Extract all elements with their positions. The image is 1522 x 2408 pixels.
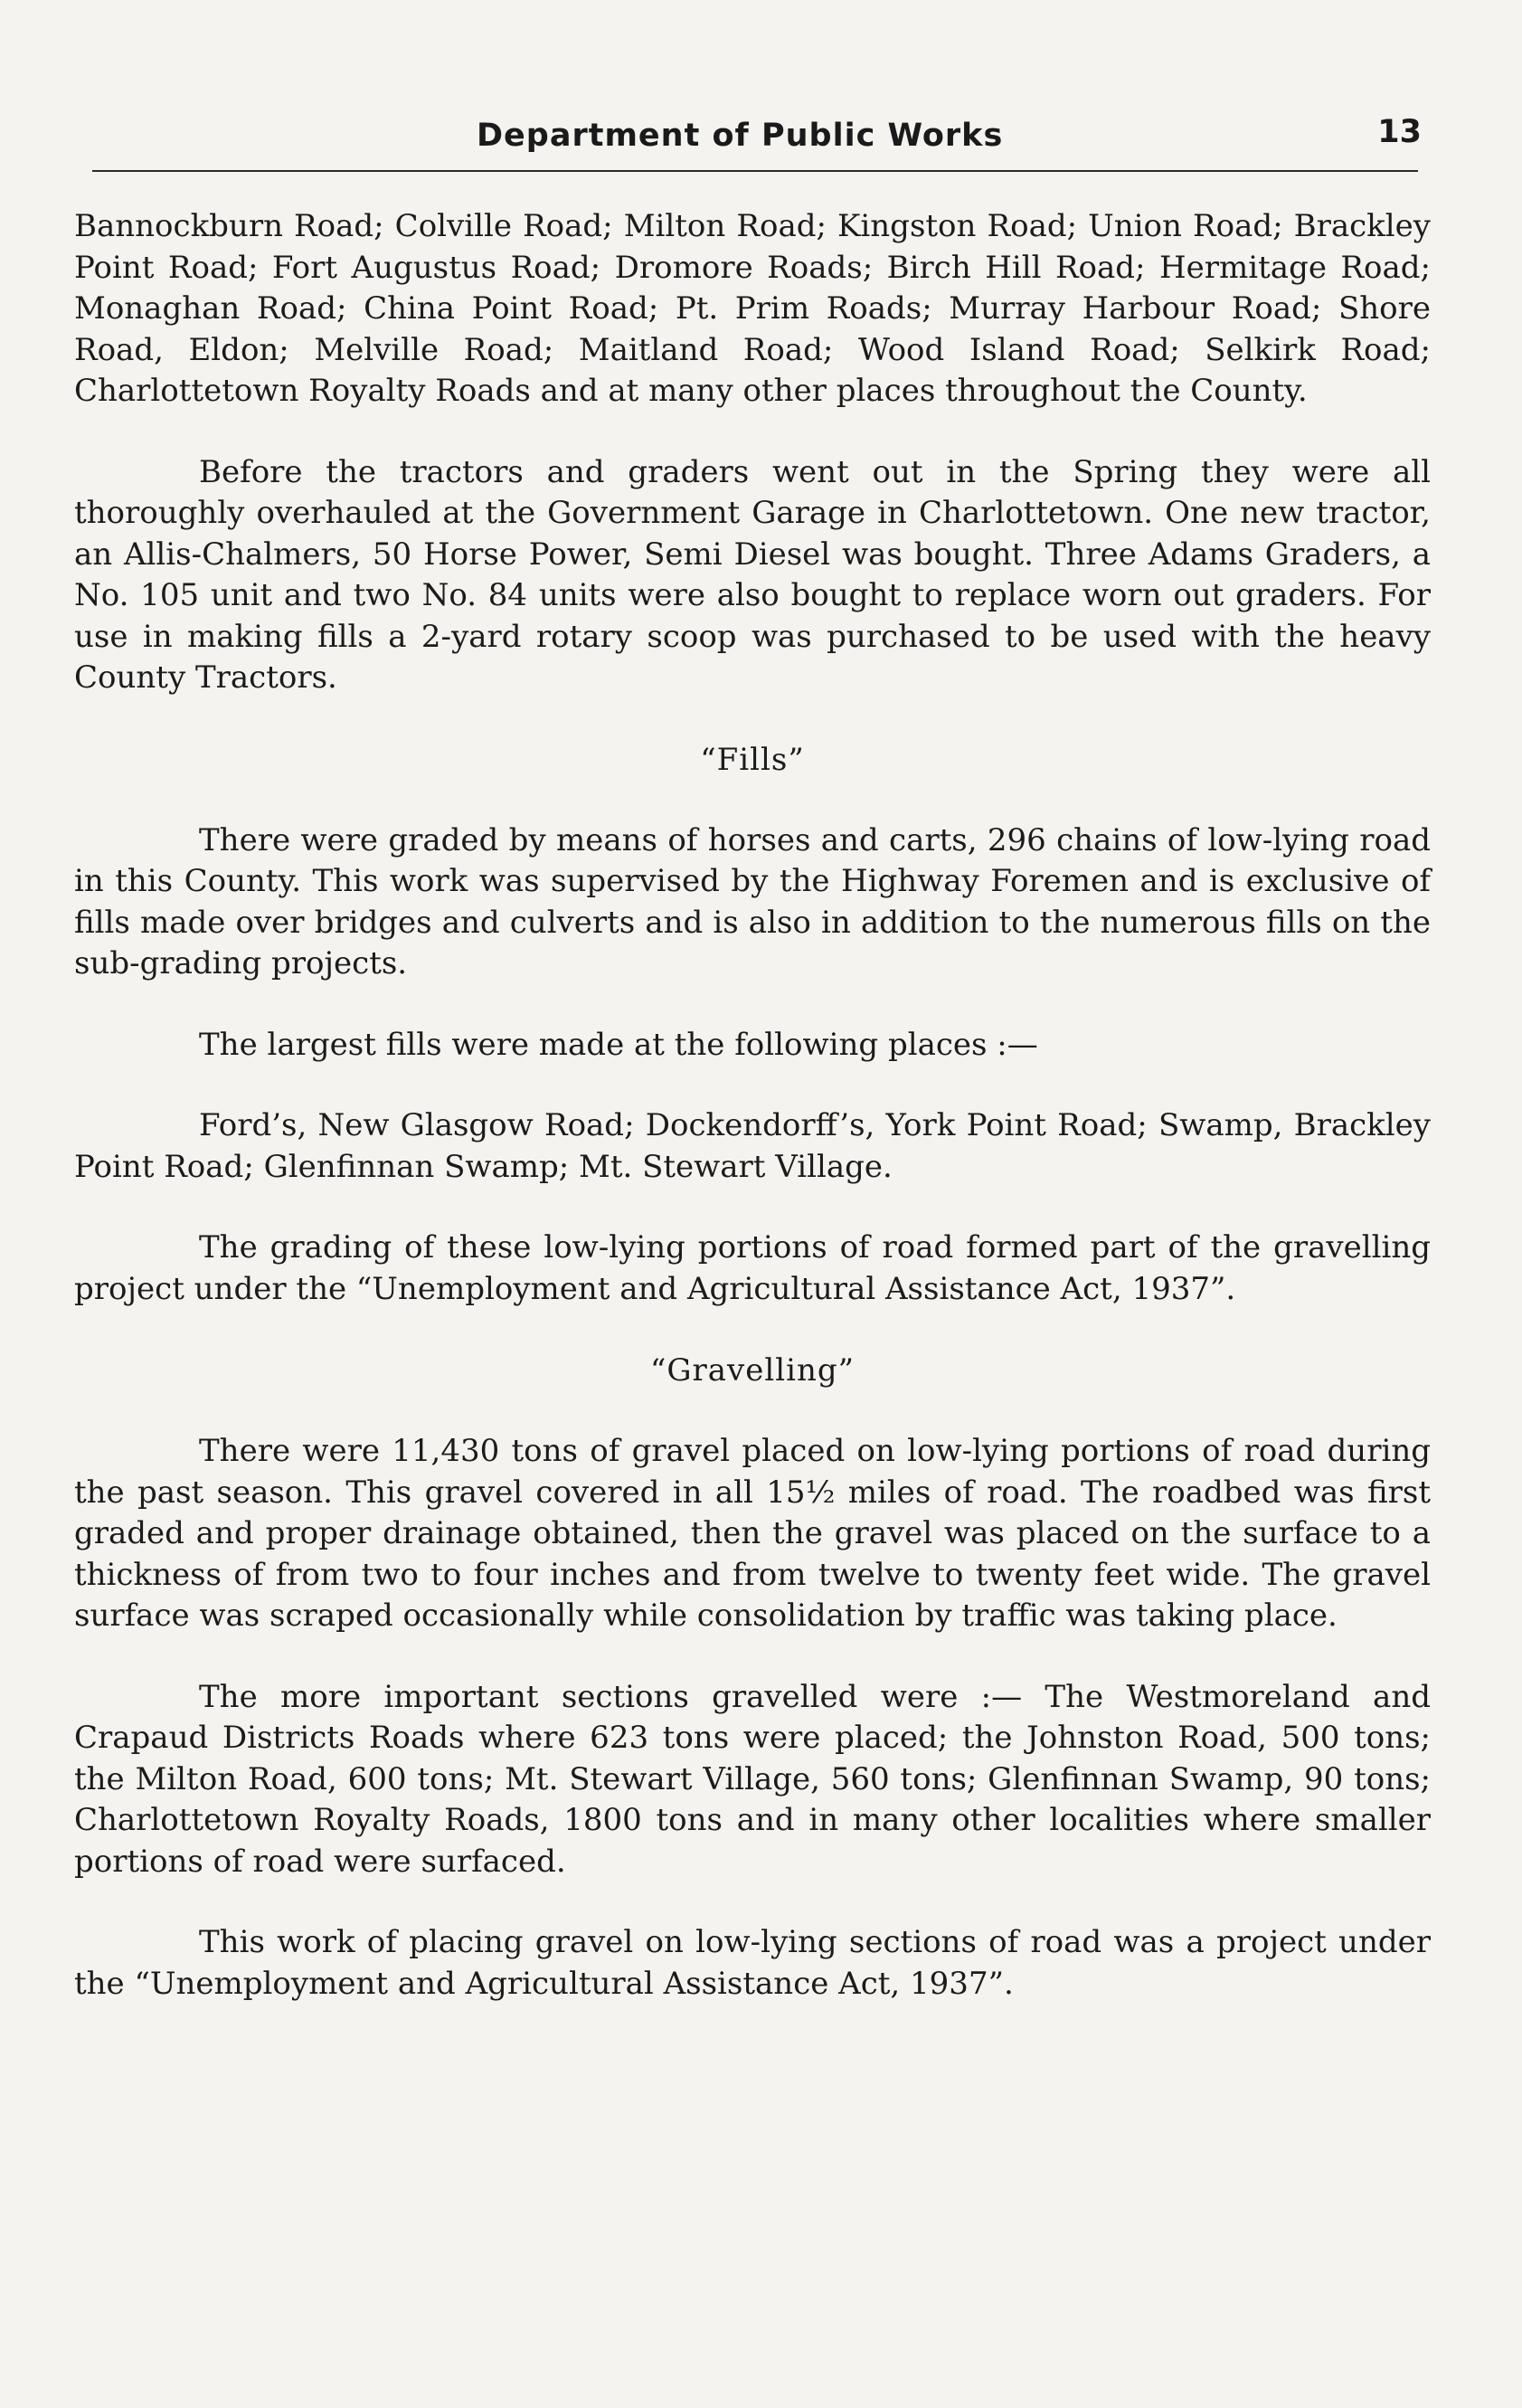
paragraph-gravel-tons: There were 11,430 tons of gravel placed on low-lying portions of road during the past season. This gravel covered in all 15½ miles of road. The roadbed was first graded and proper drainage obtained, then the gravel was placed on the surface to a thickness of from two to four inches and from twelve to twenty feet wide. The gravel surface was scraped occasionally while consolidation by traffic was taking place. xyxy=(74,1433,1431,1634)
header-title: Department of Public Works xyxy=(477,118,1004,154)
header-rule xyxy=(92,170,1418,172)
section-heading-fills: “Fills” xyxy=(700,741,805,778)
paragraph-fills-graded: There were graded by means of horses and carts, 296 chains of low-lying road in this County. This work was supervised by the Highway Foremen and is exclusive of fills made over bridges and culverts and is also in addition to the numerous fills on the sub-grading projects. xyxy=(74,821,1431,981)
paragraph-fill-places: Ford’s, New Glasgow Road; Dockendorff’s, York Point Road; Swamp, Brackley Point Road; Glenfinnan Swamp; Mt. Stewart Village. xyxy=(74,1107,1431,1185)
paragraph-road-list: Bannockburn Road; Colville Road; Milton Road; Kingston Road; Union Road; Brackley Point Road; Fort Augustus Road; Dromore Roads; Birch Hill Road; Hermitage Road; Monaghan Road; China Point Road; Pt. Prim Roads; Murray Harbour Road; Shore Road, Eldon; Melville Road; Maitland Road; Wood Island Road; Selkirk Road; Charlottetown Royalty Roads and at many other places throughout the County. xyxy=(74,208,1431,409)
running-header xyxy=(72,107,1429,179)
body-text xyxy=(74,206,1431,2005)
paragraph-gravel-project: This work of placing gravel on low-lying sections of road was a project under the “Unemployment and Agricultural Assistance Act, 1937”. xyxy=(74,1924,1431,2002)
page-number: 13 xyxy=(1377,114,1422,150)
section-heading-gravelling: “Gravelling” xyxy=(649,1352,856,1389)
paragraph-grading-project: The grading of these low-lying portions of road formed part of the gravelling project under the “Unemployment and Agricultural Assistance Act, 1937”. xyxy=(74,1229,1431,1307)
paragraph-tractors-graders: Before the tractors and graders went out in the Spring they were all thoroughly overhauled at the Government Garage in Charlottetown. One new tractor, an Allis-Chalmers, 50 Horse Power, Semi Diesel was bought. Three Adams Graders, a No. 105 unit and two No. 84 units were also bought to replace worn out graders. For use in making fills a 2-yard rotary scoop was purchased to be used with the heavy County Tractors. xyxy=(74,453,1431,696)
paragraph-gravelled-sections: The more important sections gravelled were :— The Westmoreland and Crapaud Districts Roads where 623 tons were placed; the Johnston Road, 500 tons; the Milton Road, 600 tons; Mt. Stewart Village, 560 tons; Glenfinnan Swamp, 90 tons; Charlottetown Royalty Roads, 1800 tons and in many other localities where smaller portions of road were surfaced. xyxy=(74,1678,1431,1880)
paragraph-largest-fills: The largest fills were made at the following places :— xyxy=(199,1026,1038,1063)
